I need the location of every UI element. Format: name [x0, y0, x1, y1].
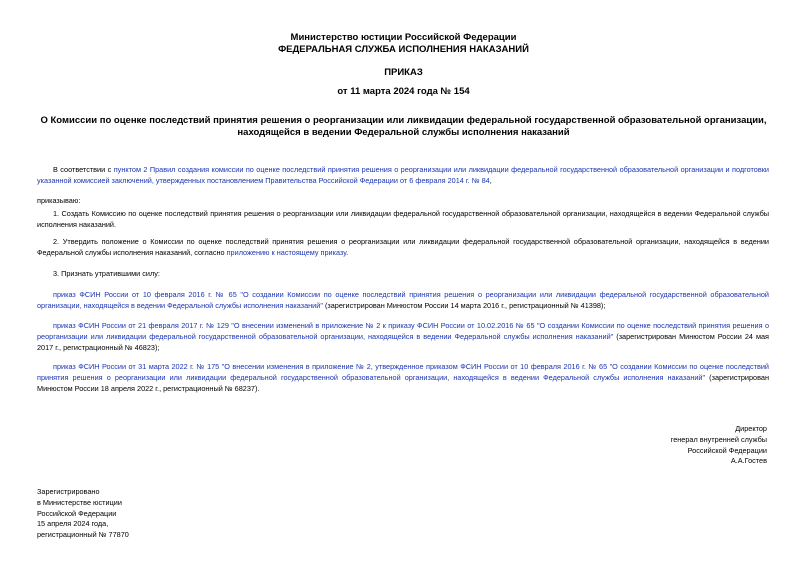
signature-title: Директор: [735, 424, 767, 433]
signature-country: Российской Федерации: [687, 445, 767, 455]
registration-date: 15 апреля 2024 года,: [37, 519, 109, 529]
ministry-name: Министерство юстиции Российской Федерации: [290, 32, 517, 43]
revoked-order-1-link[interactable]: приказ ФСИН России от 10 февраля 2016 г. № 65 "О создании Комиссии по оценке последствий принятия решения о реорганизации или ликвидации федеральной государственной образовательной организации, находящейся в ведении Федеральной службы исполнения наказаний": [37, 290, 769, 310]
registration-line: в Министерстве юстиции: [37, 497, 122, 507]
doc-date-number: от 11 марта 2024 года № 154: [337, 86, 470, 97]
intro-text-pre: В соответствии с: [53, 165, 114, 174]
revoked-order-1-reg: (зарегистрирован Минюстом России 14 марта 2016 г., регистрационный № 41398);: [322, 300, 606, 310]
government-decree-link[interactable]: , утвержденных постановлением Правительства Российской Федерации от 6 февраля 2014 г. № 84: [151, 175, 490, 185]
item-2: [37, 237, 769, 259]
registration-line: Российской Федерации: [37, 508, 117, 518]
signature-rank: генерал внутренней службы: [670, 434, 767, 444]
revoked-order-3-reg: (зарегистрирован Минюстом России 18 апреля 2022 г., регистрационный № 68237).: [37, 372, 769, 393]
revoked-order-2-link[interactable]: приказ ФСИН России от 21 февраля 2017 г. № 129 "О внесении изменений в приложение № 2 к приказу ФСИН России от 10.02.2016 № 65 "О создании Комиссии по оценке последствий принятия решения о реорганизации или ликвидации федеральной государственной образовательной организации, находящейся в ведении Федеральной службы исполнения наказаний": [37, 321, 769, 341]
item-3: 3. Признать утратившими силу:: [53, 269, 160, 278]
item-1: 1. Создать Комиссию по оценке последствий принятия решения о реорганизации или ликвидации федеральной государственной образовательной организации, находящейся в ведении Федеральной службы исполнения наказаний.: [37, 209, 769, 229]
item-2-end: .: [346, 247, 349, 257]
item-2-text: 2. Утвердить положение о Комиссии по оценке последствий принятия решения о реорганизации или ликвидации федеральной государственной образовательной организации, находящейся в ведении Федеральной службы исполнения наказаний, согласно: [37, 237, 769, 257]
signature-name: А.А.Гостев: [730, 456, 767, 466]
intro-text-end: ,: [489, 175, 492, 185]
order-word: приказываю:: [37, 196, 81, 205]
doc-title-line2: находящейся в ведении Федеральной службы исполнения наказаний: [237, 127, 570, 138]
revoked-order-2-reg: (зарегистрирован Минюстом России 24 мая 2017 г., регистрационный № 46823);: [37, 331, 769, 352]
registration-block: [37, 487, 129, 541]
revoked-order-1: [37, 290, 769, 312]
registration-number: регистрационный № 77870: [37, 530, 129, 540]
registration-line: Зарегистрировано: [37, 487, 100, 496]
revoked-order-3-link[interactable]: приказ ФСИН России от 31 марта 2022 г. № 175 "О внесении изменения в приложение № 2, утвержденное приказом ФСИН России от 10 февраля 2016 г. № 65 "О создании Комиссии по оценке последствий принятия решения о реорганизации или ликвидации федеральной государственной образовательной организации, находящейся в ведении Федеральной службы исполнения наказаний": [37, 362, 769, 382]
appendix-link[interactable]: приложению к настоящему приказу: [226, 247, 347, 257]
doc-title-line1: О Комиссии по оценке последствий принятия решения о реорганизации или ликвидации федеральной государственной образовательной организации,: [40, 115, 767, 126]
intro-paragraph: [37, 165, 769, 187]
signature-block: [671, 424, 767, 467]
service-name: ФЕДЕРАЛЬНАЯ СЛУЖБА ИСПОЛНЕНИЯ НАКАЗАНИЙ: [278, 44, 529, 55]
doc-type: ПРИКАЗ: [384, 67, 423, 78]
revoked-order-2: [37, 321, 769, 353]
rules-link[interactable]: пунктом 2 Правил создания комиссии по оценке последствий принятия решения о реорганизации или ликвидации федеральной государственной образовательной организации и подготовки указанной комиссией заключений: [37, 165, 769, 185]
revoked-order-3: [37, 362, 769, 394]
